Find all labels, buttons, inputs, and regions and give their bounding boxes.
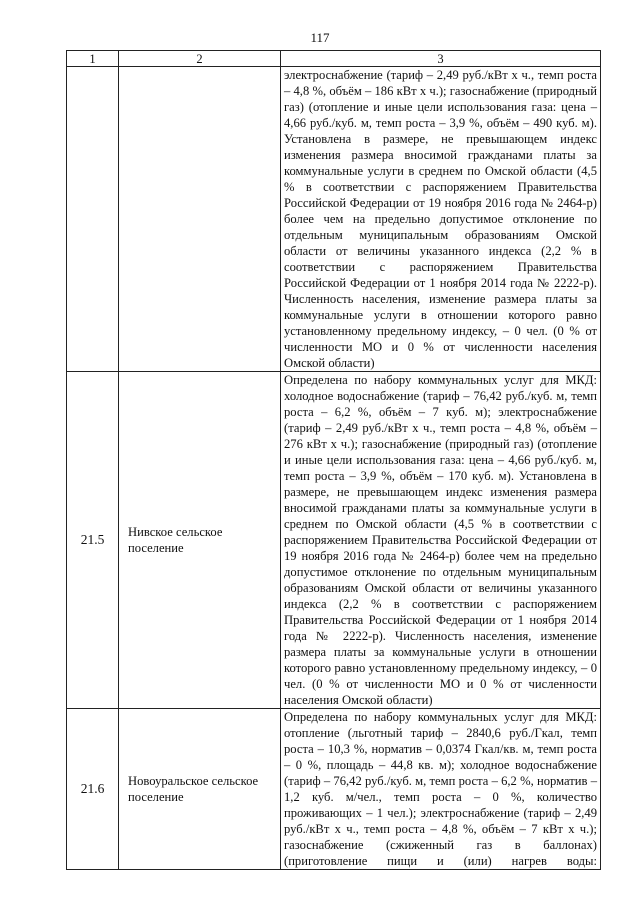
municipality-name: Новоуральское сельское поселение xyxy=(119,709,281,870)
row-number: 21.5 xyxy=(67,372,119,709)
table-row xyxy=(67,67,601,372)
table-header-row xyxy=(67,51,601,67)
municipality-name xyxy=(119,67,281,372)
row-description-text: Определена по набору коммунальных услуг для МКД: отопление (льготный тариф – 2840,6 руб./Гкал, темп роста – 10,3 %, норматив – 0,0374 Гкал/кв. м, темп роста – 0 %, площадь – 44,8 кв. м); холодное водоснабжение (тариф – 76,42 руб./куб. м, темп роста – 6,2 %, норматив – 1,2 куб. м/чел., темп роста – 0 %, количество проживающих – 1 чел.); электроснабжение (тариф – 2,49 руб./кВт х ч., темп роста – 4,8 %, объём – 7 кВт х ч.); газоснабжение (сжиженный газ в баллонах) (приготовление пищи и (или) нагрев воды: xyxy=(284,710,597,868)
table-row xyxy=(67,709,601,870)
row-description-text: Определена по набору коммунальных услуг для МКД: холодное водоснабжение (тариф – 76,42 руб./куб. м, темп роста – 6,2 %, объём – 7 куб. м); электроснабжение (тариф – 2,49 руб./кВт х ч., темп роста – 4,8 %, объём – 276 кВт х ч.); газоснабжение (природный газ) (отопление и иные цели использования газа: цена – 4,66 руб./куб. м, темп роста – 3,9 %, объём – 170 куб. м). Установлена в размере, не превышающем индекс изменения размера вносимой гражданами платы за коммунальные услуги в среднем по Омской области (4,5 % в соответствии с распоряжением Правительства Российской Федерации от 19 ноября 2016 года № 2464-р) более чем на предельно допустимое отклонение по отдельным муниципальным образованиям Омской области от величины указанного индекса (2,2 % в соответствии с распоряжением Правительства Российской Федерации от 1 ноября 2014 года № 2222-р). Численность населения, изменение размера платы за коммунальные услуги в отношении которого равно установленному предельному индексу, – 0 чел. (0 % от численности МО и 0 % от численности населения Омской области) xyxy=(284,373,597,707)
row-description-text: электроснабжение (тариф – 2,49 руб./кВт х ч., темп роста – 4,8 %, объём – 186 кВт х ч.); газоснабжение (природный газ) (отопление и иные цели использования газа: цена – 4,66 руб./куб. м, темп роста – 3,9 %, объём – 490 куб. м). Установлена в размере, не превышающем индекс изменения размера вносимой гражданами платы за коммунальные услуги в среднем по Омской области (4,5 % в соответствии с распоряжением Правительства Российской Федерации от 19 ноября 2016 года № 2464-р) более чем на предельно допустимое отклонение по отдельным муниципальным образованиям Омской области от величины указанного индекса (2,2 % в соответствии с распоряжением Правительства Российской Федерации от 1 ноября 2014 года № 2222-р). Численность населения, изменение размера платы за коммунальные услуги в отношении которого равно установленному предельному индексу, – 0 чел. (0 % от численности МО и 0 % от численности населения Омской области) xyxy=(284,68,597,370)
row-description xyxy=(281,709,601,870)
header-col-3: 3 xyxy=(281,51,601,67)
header-col-1: 1 xyxy=(67,51,119,67)
row-number: 21.6 xyxy=(67,709,119,870)
row-description xyxy=(281,67,601,372)
table-row xyxy=(67,372,601,709)
header-col-2: 2 xyxy=(119,51,281,67)
row-description xyxy=(281,372,601,709)
row-number xyxy=(67,67,119,372)
municipality-name: Нивское сельское поселение xyxy=(119,372,281,709)
page-number: 117 xyxy=(310,30,330,45)
tariff-table xyxy=(66,50,601,870)
